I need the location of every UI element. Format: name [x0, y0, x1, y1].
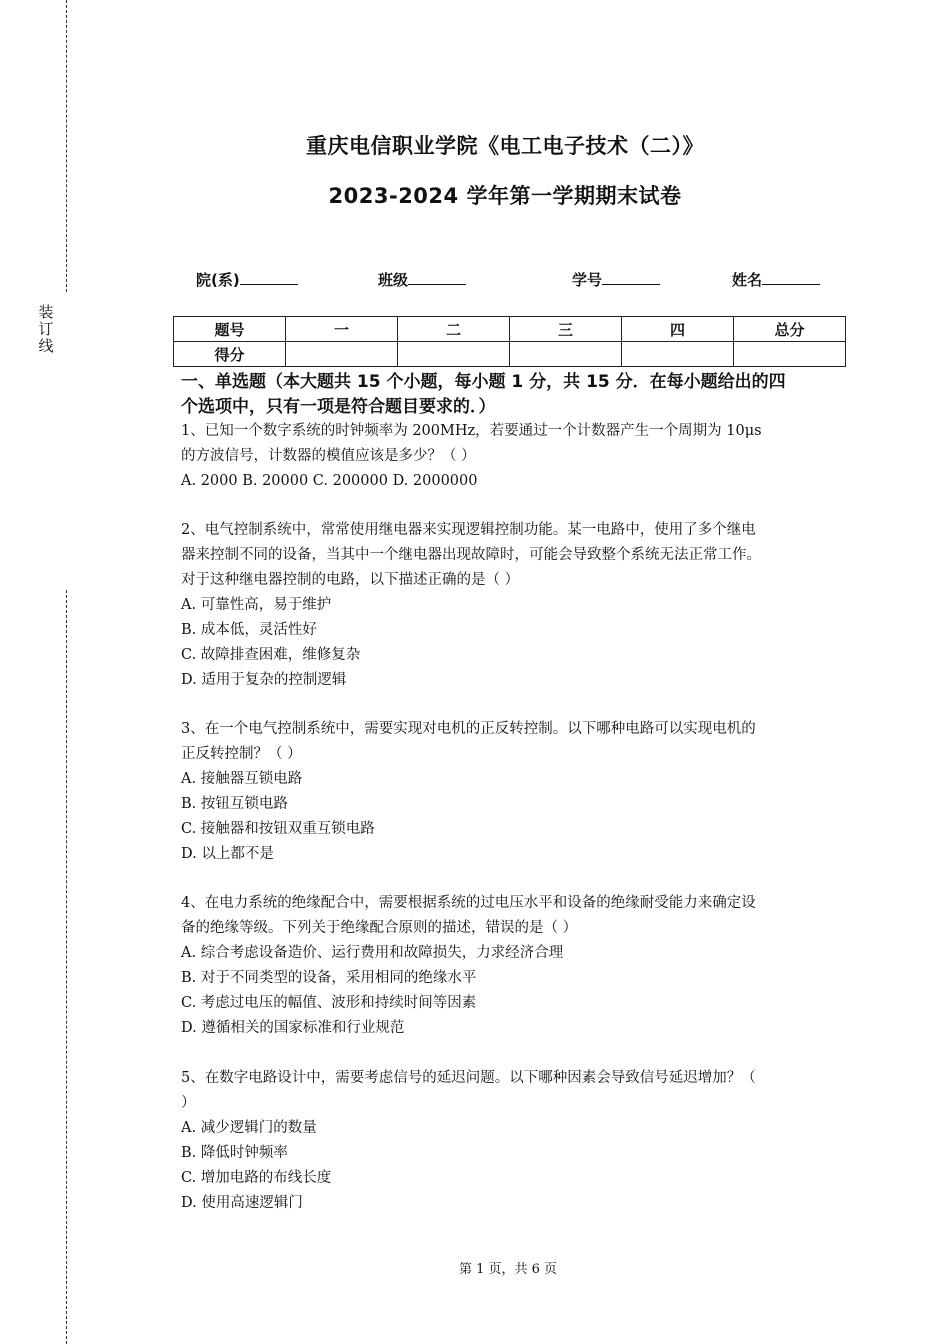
question-5-stem-line1: 5、在数字电路设计中，需要考虑信号的延迟问题。以下哪种因素会导致信号延迟增加？（ — [181, 1070, 756, 1086]
score-cell-3[interactable] — [510, 342, 622, 367]
student-id-field[interactable] — [572, 269, 660, 290]
name-label: 姓名 — [732, 271, 763, 289]
question-5-option-a: A. 减少逻辑门的数量 — [181, 1120, 317, 1136]
exam-title-line1: 重庆电信职业学院《电工电子技术（二）》 — [306, 134, 704, 158]
page-number: 第 1 页，共 6 页 — [458, 1262, 558, 1277]
score-cell-1[interactable] — [286, 342, 398, 367]
question-3-stem-line1: 3、在一个电气控制系统中，需要实现对电机的正反转控制。以下哪种电路可以实现电机的 — [181, 721, 756, 737]
binding-label — [38, 304, 54, 355]
section-1-heading-line2: 个选项中，只有一项是符合题目要求的．） — [181, 397, 496, 417]
question-5-option-b: B. 降低时钟频率 — [181, 1145, 288, 1161]
class-label: 班级 — [378, 271, 409, 289]
question-3-option-c: C. 接触器和按钮双重互锁电路 — [181, 821, 375, 837]
question-4-stem-line2: 备的绝缘等级。下列关于绝缘配合原则的描述，错误的是（ ） — [181, 920, 578, 936]
question-2-option-b: B. 成本低，灵活性好 — [181, 622, 317, 638]
department-blank[interactable] — [240, 270, 298, 285]
department-label: 院(系) — [196, 271, 240, 289]
class-field[interactable] — [378, 269, 466, 290]
question-number-label: 题号 — [174, 317, 286, 342]
score-table-score-row — [174, 342, 846, 367]
score-cell-4[interactable] — [622, 342, 734, 367]
question-4 — [181, 891, 849, 1041]
score-table — [173, 316, 846, 367]
column-total: 总分 — [734, 317, 846, 342]
question-3-stem-line2: 正反转控制？（ ） — [181, 746, 302, 762]
column-3: 三 — [510, 317, 622, 342]
question-5 — [181, 1066, 849, 1216]
question-3 — [181, 717, 849, 867]
question-2-stem-line1: 2、电气控制系统中，常常使用继电器来实现逻辑控制功能。某一电路中，使用了多个继电 — [181, 522, 756, 538]
question-5-option-c: C. 增加电路的布线长度 — [181, 1170, 332, 1186]
binding-line-bottom — [66, 590, 67, 1344]
student-id-label: 学号 — [572, 271, 603, 289]
class-blank[interactable] — [408, 270, 466, 285]
score-cell-total[interactable] — [734, 342, 846, 367]
column-4: 四 — [622, 317, 734, 342]
score-label: 得分 — [174, 342, 286, 367]
binding-char-3: 线 — [38, 337, 54, 355]
question-4-option-d: D. 遵循相关的国家标准和行业规范 — [181, 1020, 405, 1036]
question-2-option-c: C. 故障排查困难，维修复杂 — [181, 647, 361, 663]
question-1-stem-line2: 的方波信号，计数器的模值应该是多少？（ ） — [181, 448, 476, 464]
binding-char-2: 订 — [38, 320, 54, 338]
student-id-blank[interactable] — [602, 270, 660, 285]
column-1: 一 — [286, 317, 398, 342]
question-2 — [181, 518, 849, 693]
question-2-stem-line2: 器来控制不同的设备，当其中一个继电器出现故障时，可能会导致整个系统无法正常工作。 — [181, 547, 761, 563]
question-1-stem-line1: 1、已知一个数字系统的时钟频率为 200MHz，若要通过一个计数器产生一个周期为 10μs — [181, 423, 762, 439]
name-field[interactable] — [732, 269, 820, 290]
question-4-option-c: C. 考虑过电压的幅值、波形和持续时间等因素 — [181, 995, 477, 1011]
question-5-option-d: D. 使用高速逻辑门 — [181, 1195, 303, 1211]
column-2: 二 — [398, 317, 510, 342]
binding-char-1: 装 — [38, 303, 54, 321]
score-table-header-row — [174, 317, 846, 342]
question-3-option-d: D. 以上都不是 — [181, 846, 274, 862]
question-4-option-b: B. 对于不同类型的设备，采用相同的绝缘水平 — [181, 970, 477, 986]
exam-title-line2: 2023-2024 学年第一学期期末试卷 — [328, 184, 682, 208]
question-2-option-d: D. 适用于复杂的控制逻辑 — [181, 672, 347, 688]
question-2-stem-line3: 对于这种继电器控制的电路，以下描述正确的是（ ） — [181, 572, 520, 588]
question-4-option-a: A. 综合考虑设备造价、运行费用和故障损失，力求经济合理 — [181, 945, 564, 961]
section-1-heading — [181, 370, 841, 420]
name-blank[interactable] — [762, 270, 820, 285]
score-cell-2[interactable] — [398, 342, 510, 367]
question-3-option-a: A. 接触器互锁电路 — [181, 771, 303, 787]
question-5-stem-line2: ） — [181, 1095, 196, 1111]
question-4-stem-line1: 4、在电力系统的绝缘配合中，需要根据系统的过电压水平和设备的绝缘耐受能力来确定设 — [181, 895, 756, 911]
department-field[interactable] — [196, 269, 298, 290]
section-1-heading-line1: 一、单选题（本大题共 15 个小题，每小题 1 分，共 15 分．在每小题给出的四 — [181, 372, 786, 392]
question-1 — [181, 419, 849, 494]
question-1-options: A. 2000 B. 20000 C. 200000 D. 2000000 — [181, 473, 478, 489]
question-2-option-a: A. 可靠性高，易于维护 — [181, 597, 332, 613]
question-3-option-b: B. 按钮互锁电路 — [181, 796, 288, 812]
